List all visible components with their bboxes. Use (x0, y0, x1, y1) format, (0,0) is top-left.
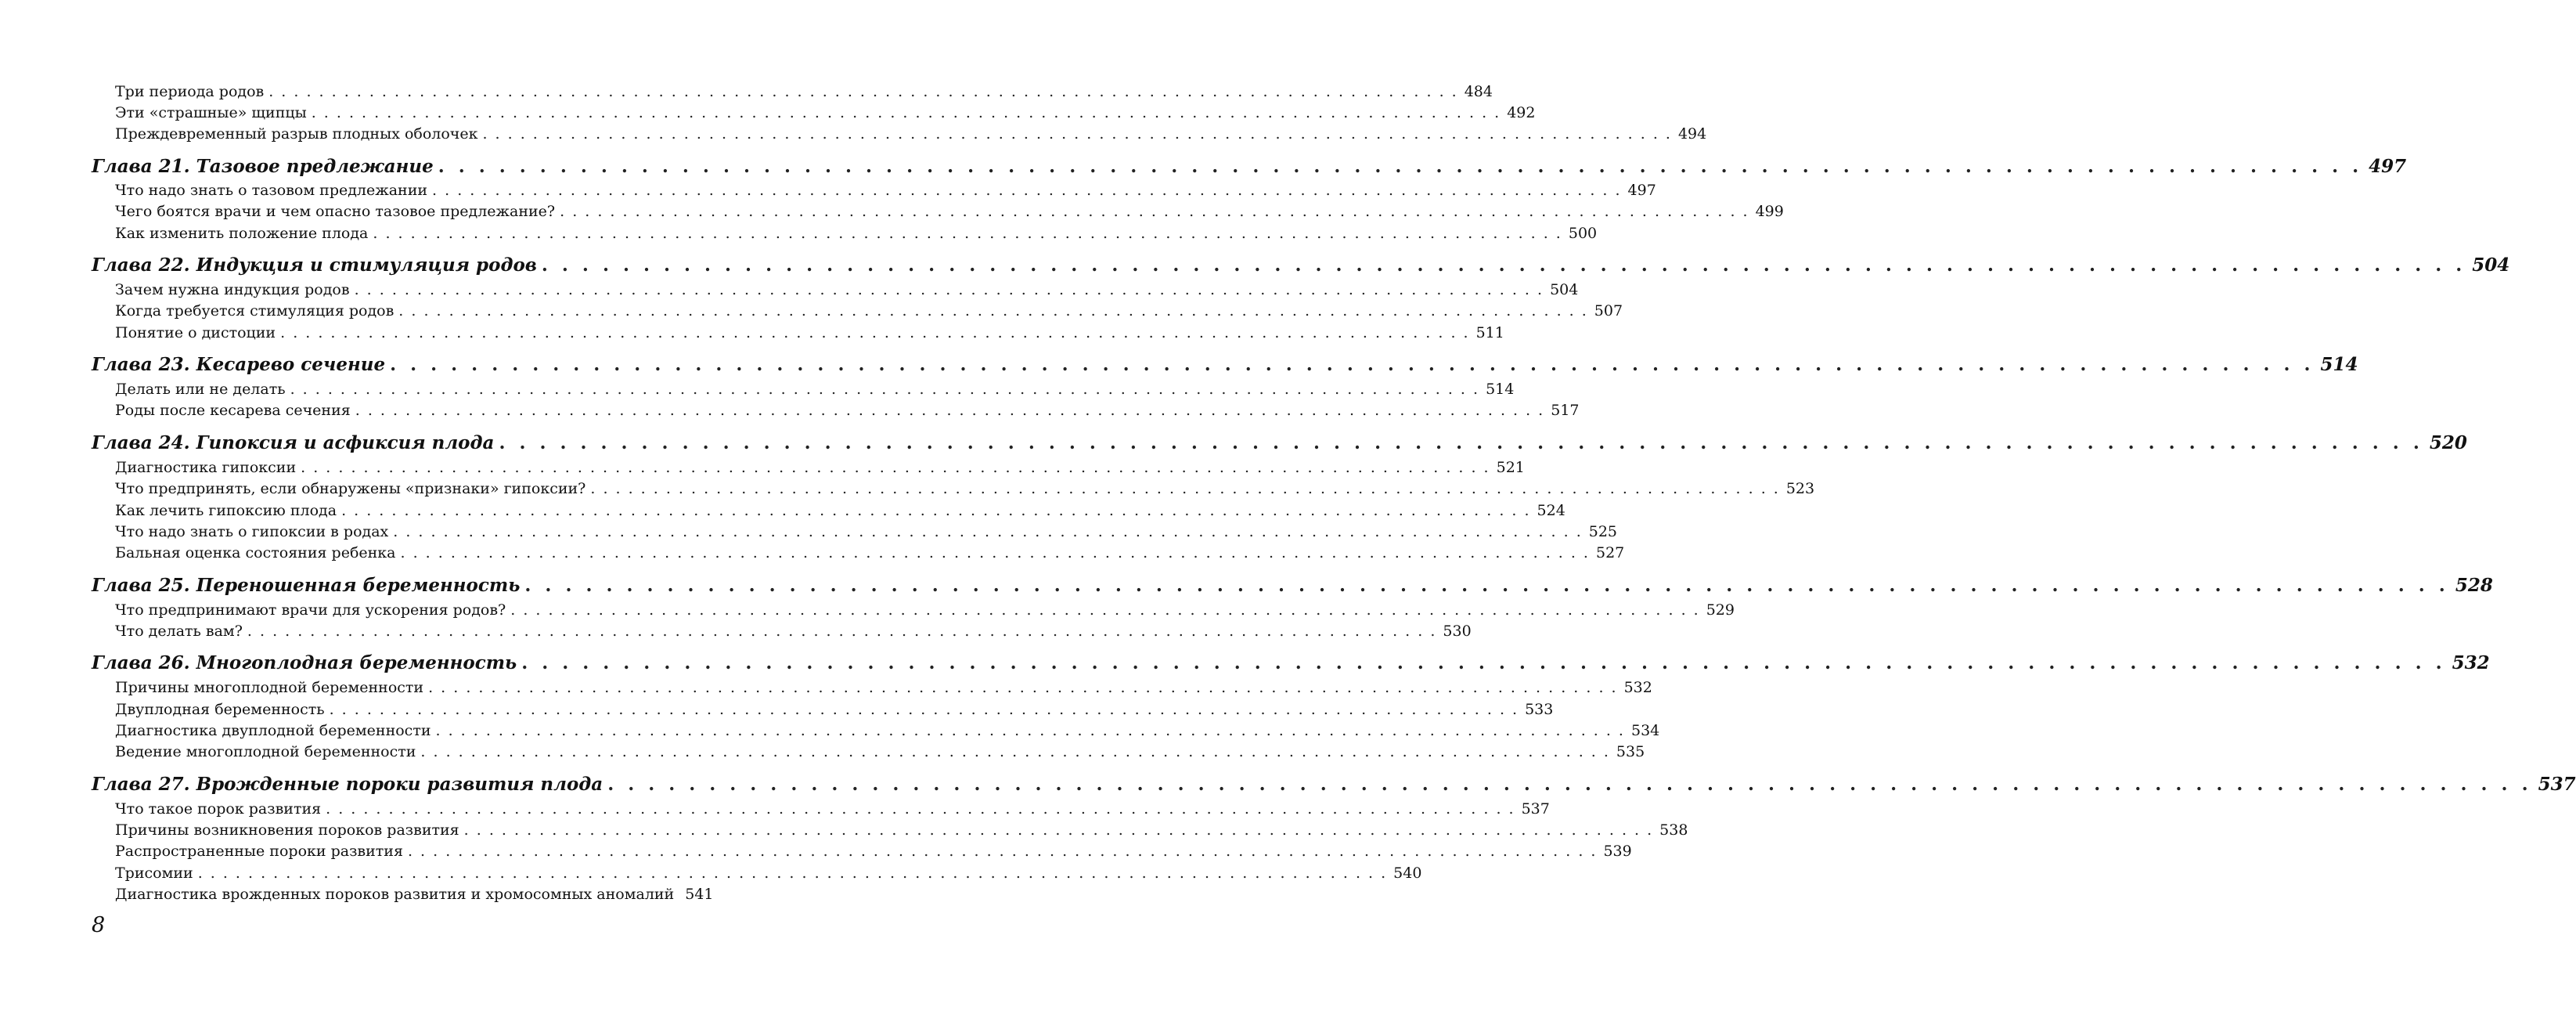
toc-entry (115, 225, 1598, 242)
entry-title: Трисомии (115, 865, 193, 882)
toc-chapter-entry (92, 774, 2576, 795)
toc-chapter-entry (92, 575, 2493, 596)
toc-chapter-entry (92, 156, 2407, 177)
toc-chapter-entry (92, 652, 2490, 673)
entry-title: Причины многоплодной беременности (115, 679, 424, 696)
dot-leader: . . . . . . . . . . . . . . . . . . . . . . . . . . . . . . . . . . . . . . . . . . . . . . . . . . . . . . . . . . . . . . . . . . . . . . . . . . . . . . . . . . . . . . . . . . . . . . . (268, 83, 1458, 100)
chapter-title: Глава 23. Кесарево сечение (92, 354, 386, 375)
page-number: 8 (92, 913, 106, 937)
dot-leader: . . . . . . . . . . . . . . . . . . . . . . . . . . . . . . . . . . . . . . . . . . . . . . . . . . . . . . . . . . . . . . . . . . . . . . . . . . . . . . . . . . . . . . . . . . . . . . . (482, 125, 1672, 143)
dot-leader: . . . . . . . . . . . . . . . . . . . . . . . . . . . . . . . . . . . . . . . . . . . . . . . . . . . . . . . . . . . . . . . . . . . . . . . . . . . . . . . . . . . . . . . . . . . . . . . (428, 679, 1618, 696)
page-ref: 528 (2455, 575, 2493, 596)
page-ref: 537 (2538, 774, 2576, 795)
toc-entry (115, 886, 714, 903)
page-ref: 504 (2472, 254, 2510, 276)
toc-entry (115, 544, 1625, 561)
toc-entry (115, 302, 1623, 319)
toc-chapter-entry (92, 254, 2510, 276)
chapter-title: Глава 25. Переношенная беременность (92, 575, 521, 596)
page-ref: 532 (2452, 652, 2490, 673)
toc-entry (115, 743, 1645, 760)
dot-leader: . . . . . . . . . . . . . . . . . . . . . . . . . . . . . . . . . . . . . . . . . . . . . . . . . . . . . . . . . . . . . . . . . . . . . . . . . . . . . . . . . . . . . . . . . . . . . . . (499, 432, 2423, 453)
toc-entry (115, 722, 1660, 739)
entry-title: Ведение многоплодной беременности (115, 743, 416, 760)
page-ref: 484 (1464, 83, 1493, 100)
toc-entry (115, 601, 1735, 619)
toc-chapter-entry (92, 354, 2358, 375)
entry-title: Причины возникновения пороков развития (115, 821, 459, 839)
entry-title: Диагностика врожденных пороков развития и хромосомных аномалий (115, 886, 675, 903)
dot-leader: . . . . . . . . . . . . . . . . . . . . . . . . . . . . . . . . . . . . . . . . . . . . . . . . . . . . . . . . . . . . . . . . . . . . . . . . . . . . . . . . . . . . . . . . . . . . . . . (541, 254, 2466, 276)
entry-title: Эти «страшные» щипцы (115, 104, 307, 121)
dot-leader: . . . . . . . . . . . . . . . . . . . . . . . . . . . . . . . . . . . . . . . . . . . . . . . . . . . . . . . . . . . . . . . . . . . . . . . . . . . . . . . . . . . . . . . . . . . . . . . (197, 865, 1388, 882)
entry-title: Зачем нужна индукция родов (115, 281, 350, 298)
toc-entry (115, 381, 1515, 398)
entry-title: Роды после кесарева сечения (115, 402, 351, 419)
dot-leader: . . . . . . . . . . . . . . . . . . . . . . . . . . . . . . . . . . . . . . . . . . . . . . . . . . . . . . . . . . . . . . . . . . . . . . . . . . . . . . . . . . . . . . . . . . . . . . . (354, 281, 1544, 298)
entry-title: Бальная оценка состояния ребенка (115, 544, 396, 561)
entry-title: Три периода родов (115, 83, 265, 100)
entry-title: Что такое порок развития (115, 800, 322, 818)
chapter-title: Глава 22. Индукция и стимуляция родов (92, 254, 537, 276)
toc-entry (115, 843, 1632, 860)
entry-title: Распространенные пороки развития (115, 843, 403, 860)
page-ref: 497 (2369, 156, 2407, 177)
entry-title: Что делать вам? (115, 623, 243, 640)
entry-title: Понятие о дистоции (115, 324, 276, 341)
toc-entry (115, 83, 1493, 100)
dot-leader: . . . . . . . . . . . . . . . . . . . . . . . . . . . . . . . . . . . . . . . . . . . . . . . . . . . . . . . . . . . . . . . . . . . . . . . . . . . . . . . . . . . . . . . . . . . . . . . (301, 459, 1490, 476)
toc-chapter-entry (92, 432, 2467, 453)
page-ref: 539 (1603, 843, 1632, 860)
page-ref: 537 (1521, 800, 1550, 818)
dot-leader: . . . . . . . . . . . . . . . . . . . . . . . . . . . . . . . . . . . . . . . . . . . . . . . . . . . . . . . . . . . . . . . . . . . . . . . . . . . . . . . . . . . . . . . . . . . . . . . (524, 575, 2449, 596)
dot-leader: . . . . . . . . . . . . . . . . . . . . . . . . . . . . . . . . . . . . . . . . . . . . . . . . . . . . . . . . . . . . . . . . . . . . . . . . . . . . . . . . . . . . . . . . . . . . . . . (247, 623, 1437, 640)
toc-entry (115, 821, 1688, 839)
page-ref: 532 (1623, 679, 1652, 696)
entry-title: Когда требуется стимуляция родов (115, 302, 395, 319)
page-ref: 530 (1443, 623, 1472, 640)
entry-title: Что предпринимают врачи для ускорения родов? (115, 601, 506, 619)
page-ref: 525 (1588, 523, 1618, 540)
dot-leader: . . . . . . . . . . . . . . . . . . . . . . . . . . . . . . . . . . . . . . . . . . . . . . . . . . . . . . . . . . . . . . . . . . . . . . . . . . . . . . . . . . . . . . . . . . . . . . . (607, 774, 2532, 795)
page-ref: 529 (1706, 601, 1735, 619)
dot-leader: . . . . . . . . . . . . . . . . . . . . . . . . . . . . . . . . . . . . . . . . . . . . . . . . . . . . . . . . . . . . . . . . . . . . . . . . . . . . . . . . . . . . . . . . . . . . . . . (398, 302, 1588, 319)
dot-leader: . . . . . . . . . . . . . . . . . . . . . . . . . . . . . . . . . . . . . . . . . . . . . . . . . . . . . . . . . . . . . . . . . . . . . . . . . . . . . . . . . . . . . . . . . . . . . . . (393, 523, 1583, 540)
dot-leader: . . . . . . . . . . . . . . . . . . . . . . . . . . . . . . . . . . . . . . . . . . . . . . . . . . . . . . . . . . . . . . . . . . . . . . . . . . . . . . . . . . . . . . . . . . . . . . . (420, 743, 1610, 760)
chapter-title: Глава 24. Гипоксия и асфиксия плода (92, 432, 495, 453)
dot-leader: . . . . . . . . . . . . . . . . . . . . . . . . . . . . . . . . . . . . . . . . . . . . . . . . . . . . . . . . . . . . . . . . . . . . . . . . . . . . . . . . . . . . . . . . . . . . . . . (326, 800, 1515, 818)
toc-entry (115, 523, 1618, 540)
page-ref: 534 (1630, 722, 1660, 739)
dot-leader: . . . . . . . . . . . . . . . . . . . . . . . . . . . . . . . . . . . . . . . . . . . . . . . . . . . . . . . . . . . . . . . . . . . . . . . . . . . . . . . . . . . . . . . . . . . . . . . (590, 480, 1780, 497)
toc-entry (115, 104, 1536, 121)
page-ref: 507 (1594, 302, 1623, 319)
entry-title: Диагностика гипоксии (115, 459, 297, 476)
toc-entry (115, 502, 1565, 519)
toc-entry (115, 125, 1707, 143)
toc-entry (115, 324, 1504, 341)
entry-title: Что надо знать о гипоксии в родах (115, 523, 389, 540)
entry-title: Что надо знать о тазовом предлежании (115, 182, 428, 199)
page-ref: 499 (1755, 203, 1784, 220)
chapter-title: Глава 21. Тазовое предлежание (92, 156, 434, 177)
toc-entry (115, 800, 1550, 818)
page-ref: 523 (1785, 480, 1815, 497)
entry-title: Как лечить гипоксию плода (115, 502, 337, 519)
toc-entry (115, 480, 1815, 497)
entry-title: Диагностика двуплодной беременности (115, 722, 431, 739)
chapter-title: Глава 26. Многоплодная беременность (92, 652, 517, 673)
page-ref: 497 (1627, 182, 1656, 199)
toc-entry (115, 203, 1784, 220)
dot-leader: . . . . . . . . . . . . . . . . . . . . . . . . . . . . . . . . . . . . . . . . . . . . . . . . . . . . . . . . . . . . . . . . . . . . . . . . . . . . . . . . . . . . . . . . . . . . . . . (355, 402, 1545, 419)
dot-leader: . . . . . . . . . . . . . . . . . . . . . . . . . . . . . . . . . . . . . . . . . . . . . . . . . . . . . . . . . . . . . . . . . . . . . . . . . . . . . . . . . . . . . . . . . . . . . . . (311, 104, 1501, 121)
dot-leader: . . . . . . . . . . . . . . . . . . . . . . . . . . . . . . . . . . . . . . . . . . . . . . . . . . . . . . . . . . . . . . . . . . . . . . . . . . . . . . . . . . . . . . . . . . . . . . . (373, 225, 1562, 242)
dot-leader: . . . . . . . . . . . . . . . . . . . . . . . . . . . . . . . . . . . . . . . . . . . . . . . . . . . . . . . . . . . . . . . . . . . . . . . . . . . . . . . . . . . . . . . . . . . . . . . (400, 544, 1590, 561)
toc-entry (115, 459, 1525, 476)
page-ref: 541 (685, 886, 714, 903)
dot-leader: . . . . . . . . . . . . . . . . . . . . . . . . . . . . . . . . . . . . . . . . . . . . . . . . . . . . . . . . . . . . . . . . . . . . . . . . . . . . . . . . . . . . . . . . . . . . . . . (329, 701, 1519, 718)
entry-title: Двуплодная беременность (115, 701, 325, 718)
page-ref: 517 (1551, 402, 1580, 419)
dot-leader: . . . . . . . . . . . . . . . . . . . . . . . . . . . . . . . . . . . . . . . . . . . . . . . . . . . . . . . . . . . . . . . . . . . . . . . . . . . . . . . . . . . . . . . . . . . . . . . (290, 381, 1480, 398)
page-ref: 533 (1525, 701, 1554, 718)
page-ref: 527 (1595, 544, 1625, 561)
page-ref: 494 (1677, 125, 1707, 143)
page-ref: 535 (1616, 743, 1645, 760)
entry-title: Как изменить положение плода (115, 225, 369, 242)
dot-leader: . . . . . . . . . . . . . . . . . . . . . . . . . . . . . . . . . . . . . . . . . . . . . . . . . . . . . . . . . . . . . . . . . . . . . . . . . . . . . . . . . . . . . . . . . . . . . . . (510, 601, 1700, 619)
dot-leader: . . . . . . . . . . . . . . . . . . . . . . . . . . . . . . . . . . . . . . . . . . . . . . . . . . . . . . . . . . . . . . . . . . . . . . . . . . . . . . . . . . . . . . . . . . . . . . . (435, 722, 1625, 739)
page-ref: 540 (1393, 865, 1422, 882)
dot-leader: . . . . . . . . . . . . . . . . . . . . . . . . . . . . . . . . . . . . . . . . . . . . . . . . . . . . . . . . . . . . . . . . . . . . . . . . . . . . . . . . . . . . . . . . . . . . . . . (463, 821, 1654, 839)
dot-leader: . . . . . . . . . . . . . . . . . . . . . . . . . . . . . . . . . . . . . . . . . . . . . . . . . . . . . . . . . . . . . . . . . . . . . . . . . . . . . . . . . . . . . . . . . . . . . . . (280, 324, 1470, 341)
entry-title: Преждевременный разрыв плодных оболочек (115, 125, 478, 143)
dot-leader: . . . . . . . . . . . . . . . . . . . . . . . . . . . . . . . . . . . . . . . . . . . . . . . . . . . . . . . . . . . . . . . . . . . . . . . . . . . . . . . . . . . . . . . . . . . . . . . (560, 203, 1749, 220)
entry-title: Что предпринять, если обнаружены «признаки» гипоксии? (115, 480, 586, 497)
dot-leader: . . . . . . . . . . . . . . . . . . . . . . . . . . . . . . . . . . . . . . . . . . . . . . . . . . . . . . . . . . . . . . . . . . . . . . . . . . . . . . . . . . . . . . . . . . . . . . . (432, 182, 1622, 199)
page-ref: 538 (1659, 821, 1688, 839)
toc-entry (115, 679, 1652, 696)
dot-leader: . . . . . . . . . . . . . . . . . . . . . . . . . . . . . . . . . . . . . . . . . . . . . . . . . . . . . . . . . . . . . . . . . . . . . . . . . . . . . . . . . . . . . . . . . . . . . . . (521, 652, 2446, 673)
page-ref: 504 (1550, 281, 1579, 298)
entry-title: Делать или не делать (115, 381, 286, 398)
toc-entry (115, 623, 1472, 640)
toc-entry (115, 182, 1656, 199)
page-ref: 514 (1486, 381, 1515, 398)
toc-entry (115, 402, 1580, 419)
page-ref: 500 (1568, 225, 1598, 242)
chapter-title: Глава 27. Врожденные пороки развития плода (92, 774, 603, 795)
page-ref: 511 (1475, 324, 1504, 341)
toc-entry (115, 865, 1422, 882)
dot-leader: . . . . . . . . . . . . . . . . . . . . . . . . . . . . . . . . . . . . . . . . . . . . . . . . . . . . . . . . . . . . . . . . . . . . . . . . . . . . . . . . . . . . . . . . . . . . . . . (407, 843, 1598, 860)
page-ref: 524 (1537, 502, 1565, 519)
toc-entry (115, 701, 1554, 718)
dot-leader: . . . . . . . . . . . . . . . . . . . . . . . . . . . . . . . . . . . . . . . . . . . . . . . . . . . . . . . . . . . . . . . . . . . . . . . . . . . . . . . . . . . . . . . . . . . . . . . (438, 156, 2363, 177)
page-ref: 514 (2320, 354, 2358, 375)
dot-leader: . . . . . . . . . . . . . . . . . . . . . . . . . . . . . . . . . . . . . . . . . . . . . . . . . . . . . . . . . . . . . . . . . . . . . . . . . . . . . . . . . . . . . . . . . . . . . . . (341, 502, 1531, 519)
entry-title: Чего боятся врачи и чем опасно тазовое предлежание? (115, 203, 556, 220)
page-ref: 521 (1496, 459, 1525, 476)
toc-entry (115, 281, 1579, 298)
dot-leader: . . . . . . . . . . . . . . . . . . . . . . . . . . . . . . . . . . . . . . . . . . . . . . . . . . . . . . . . . . . . . . . . . . . . . . . . . . . . . . . . . . . . . . . . . . . . . . . (390, 354, 2315, 375)
page-ref: 492 (1507, 104, 1536, 121)
page-ref: 520 (2429, 432, 2467, 453)
